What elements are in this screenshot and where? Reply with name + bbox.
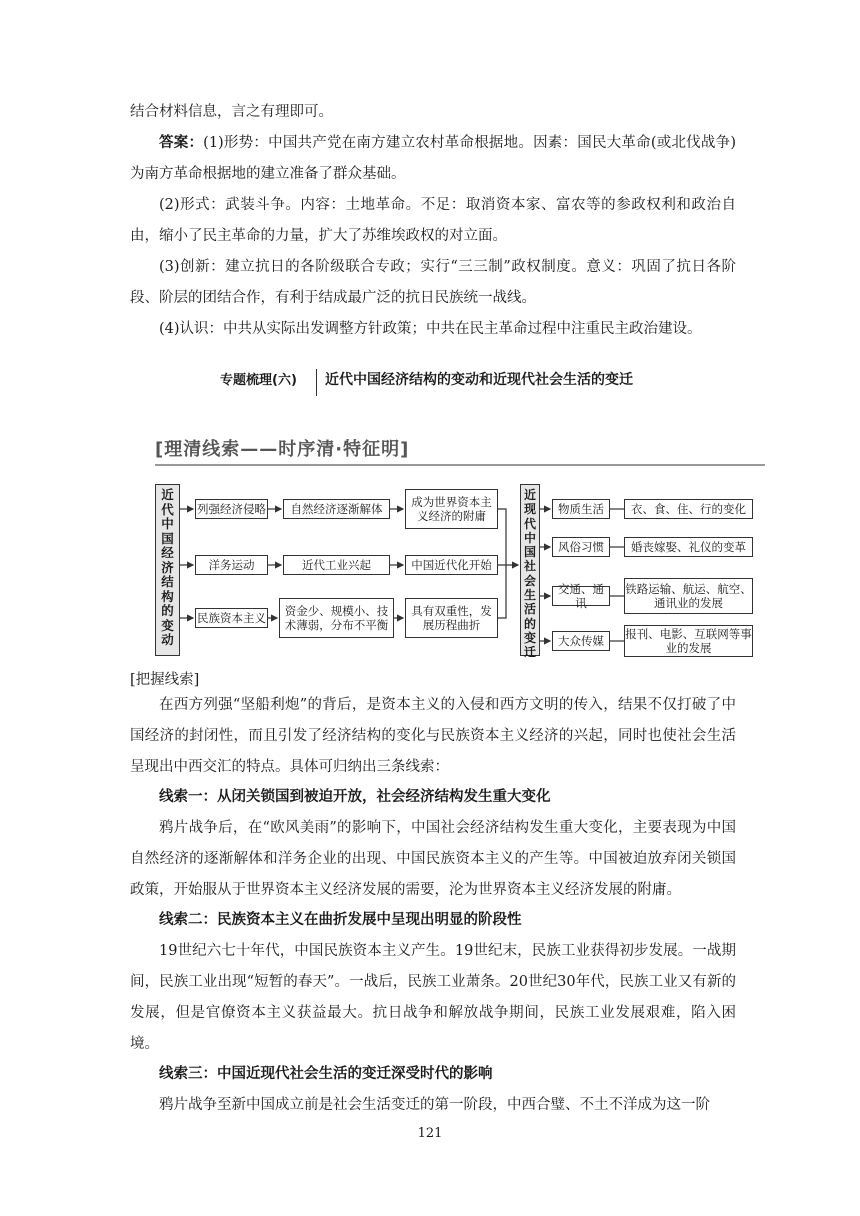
clue-2-heading: 线索二：民族资本主义在曲折发展中呈现出明显的阶段性 bbox=[159, 912, 522, 928]
box-transport: 交通、通讯 bbox=[552, 586, 610, 606]
answer-3: (3)创新：建立抗日的各阶级联合专政；实行“三三制”政权制度。意义：巩固了抗日各阶段、阶层的团结合作，有利于结成最广泛的抗日民族统一战线。 bbox=[130, 259, 736, 306]
right-vertical-title: 近现代中国社会生活的变迁 bbox=[520, 484, 540, 656]
box-material-desc: 衣、食、住、行的变化 bbox=[624, 499, 753, 519]
box-industry-rise: 近代工业兴起 bbox=[283, 555, 390, 575]
clue-1-heading: 线索一：从闭关锁国到被迫开放，社会经济结构发生重大变化 bbox=[159, 789, 551, 805]
section-title: 近代中国经济结构的变动和近现代社会生活的变迁 bbox=[325, 372, 633, 388]
box-media: 大众传媒 bbox=[552, 631, 610, 651]
clue-3-paragraph: 鸦片战争至新中国成立前是社会生活变迁的第一阶段，中西合璧、不土不洋成为这一阶 bbox=[159, 1097, 710, 1113]
page-number: 121 bbox=[417, 1126, 443, 1141]
section-header bbox=[0, 363, 860, 393]
box-weaknesses: 资金少、规模小、技术薄弱，分布不平衡 bbox=[279, 598, 394, 638]
box-customs: 风俗习惯 bbox=[552, 537, 610, 557]
box-foreign-invasion: 列强经济侵略 bbox=[195, 499, 268, 519]
clue-3-heading: 线索三：中国近现代社会生活的变迁深受时代的影响 bbox=[159, 1066, 493, 1082]
clue-2-paragraph: 19世纪六七十年代，中国民族资本主义产生。19世纪末，民族工业获得初步发展。一战期间，民族工业出现“短暂的春天”。一战后，民族工业萧条。20世纪30年代，民族工业又有新的发展，但是官僚资本主义获益最大。抗日战争和解放战争期间，民族工业发展艰难，陷入困境。 bbox=[130, 943, 736, 1052]
answer-label: 答案： bbox=[159, 135, 204, 151]
answer-1 bbox=[130, 128, 736, 190]
box-westernization: 洋务运动 bbox=[195, 555, 268, 575]
box-appendage: 成为世界资本主义经济的附庸 bbox=[405, 489, 498, 529]
box-natural-economy: 自然经济逐渐解体 bbox=[283, 499, 390, 519]
answer-4: (4)认识：中共从实际出发调整方针政策；中共在民主革命过程中注重民主政治建设。 bbox=[159, 321, 702, 337]
box-media-desc: 报刊、电影、互联网等事业的发展 bbox=[625, 627, 752, 655]
banner-rule bbox=[155, 464, 765, 466]
answer-2: (2)形式：武装斗争。内容：土地革命。不足：取消资本家、富农等的参政权利和政治自由，缩小了民主革命的力量，扩大了苏维埃政权的对立面。 bbox=[130, 197, 736, 244]
left-vertical-title: 近代中国经济结构的变动 bbox=[155, 484, 180, 656]
box-modernization: 中国近代化开始 bbox=[405, 555, 498, 575]
banner-title: [理清线索——时序清·特征明] bbox=[155, 439, 410, 460]
answer-1-text: (1)形势：中国共产党在南方建立农村革命根据地。因素：国民大革命(或北伐战争)为南方革命根据地的建立准备了群众基础。 bbox=[130, 135, 736, 182]
intro-paragraph: 在西方列强“坚船利炮”的背后，是资本主义的入侵和西方文明的传入，结果不仅打破了中国经济的封闭性，而且引发了经济结构的变化与民族资本主义经济的兴起，同时也使社会生活呈现出中西交汇的特点。具体可归纳出三条线索： bbox=[130, 697, 736, 775]
box-material-life: 物质生活 bbox=[552, 499, 610, 519]
box-transport-desc: 铁路运输、航运、航空、通讯业的发展 bbox=[624, 578, 753, 614]
grasp-heading: [把握线索] bbox=[130, 672, 200, 688]
box-customs-desc: 婚丧嫁娶、礼仪的变革 bbox=[624, 537, 753, 557]
clue-1-paragraph: 鸦片战争后，在“欧风美雨”的影响下，中国社会经济结构发生重大变化，主要表现为中国自然经济的逐渐解体和洋务企业的出现、中国民族资本主义的产生等。中国被迫放弃闭关锁国政策，开始服从于世界资本主义经济发展的需要，沦为世界资本主义经济发展的附庸。 bbox=[130, 820, 736, 898]
text-line: 结合材料信息，言之有理即可。 bbox=[130, 104, 333, 120]
banner bbox=[155, 433, 765, 469]
flow-diagram bbox=[155, 484, 765, 660]
section-divider bbox=[316, 369, 317, 396]
box-national-capitalism: 民族资本主义 bbox=[195, 608, 268, 628]
section-number: 专题梳理(六) bbox=[220, 373, 297, 388]
box-dual-nature: 具有双重性，发展历程曲折 bbox=[405, 598, 498, 638]
